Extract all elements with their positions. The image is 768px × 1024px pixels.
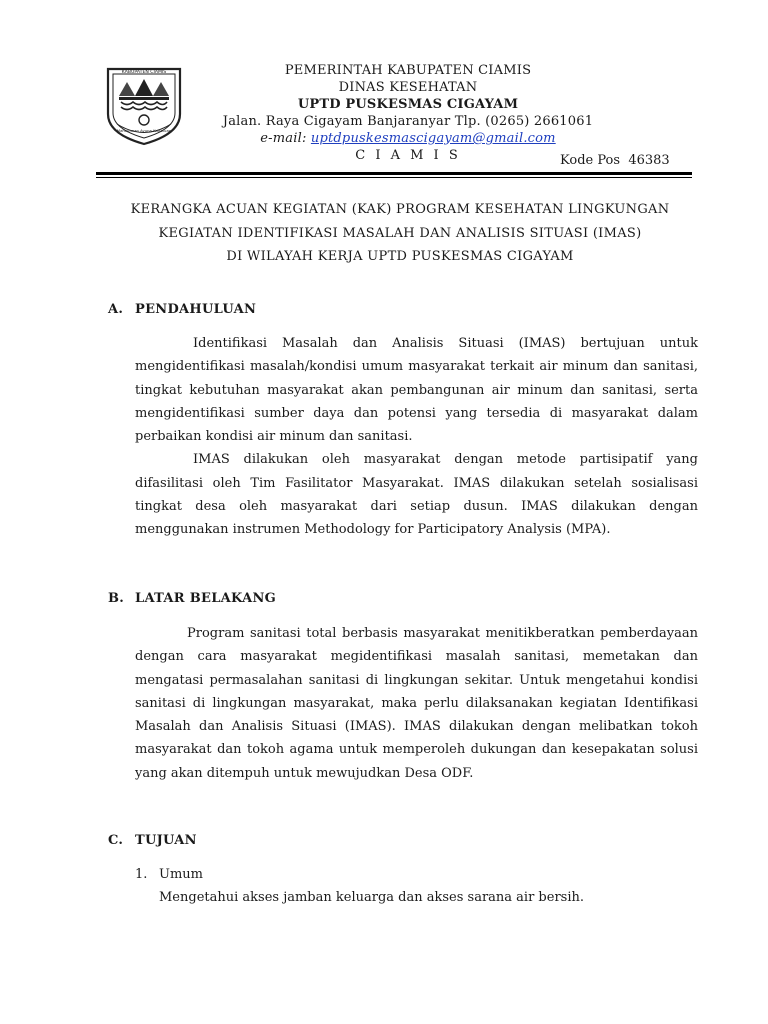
title-line-1: KERANGKA ACUAN KEGIATAN (KAK) PROGRAM KESEHATAN LINGKUNGAN: [130, 202, 670, 217]
goal-item-description: Mengetahui akses jamban keluarga dan akses sarana air bersih.: [159, 890, 584, 905]
postal-number: 46383: [628, 153, 670, 168]
section-b-paragraph-1: Program sanitasi total berbasis masyarakat menitikberatkan pemberdayaan dengan cara masyarakat megidentifikasi masalah sanitasi, memetakan dan mengatasi permasalahan sanitasi di lingkungan sekitar. Untuk mengetahui kondisi sanitasi di lingkungan masyarakat, maka perlu dilaksanakan kegiatan Identifikasi Masalah dan Analisis Situasi (IMAS). IMAS dilakukan dengan melibatkan tokoh masyarakat dan tokoh agama untuk memperoleh dukungan dan kesepakatan solusi yang akan ditempuh untuk mewujudkan Desa ODF.: [135, 626, 698, 781]
title-line-2: KEGIATAN IDENTIFIKASI MASALAH DAN ANALISIS SITUASI (IMAS): [158, 225, 642, 241]
section-a-title: PENDAHULUAN: [135, 302, 257, 317]
section-a-letter: A.: [108, 302, 124, 317]
ciamis-regency-logo: [105, 66, 183, 146]
section-a-heading: [108, 302, 256, 317]
document-title: [90, 198, 710, 269]
section-b-heading: [108, 591, 276, 606]
postal-code: [560, 153, 670, 168]
letterhead-address: Jalan. Raya Cigayam Banjaranyar Tlp. (0265) 2661061: [222, 114, 594, 129]
goal-item-number: 1.: [135, 867, 148, 882]
svg-text:KABUPATEN CIAMIS: KABUPATEN CIAMIS: [121, 70, 167, 75]
letterhead-city: C I A M I S: [355, 148, 461, 163]
email-link[interactable]: uptdpuskesmascigayam@gmail.com: [310, 131, 556, 146]
section-b-title: LATAR BELAKANG: [135, 591, 277, 606]
section-c-heading: [108, 833, 197, 848]
letterhead-government: PEMERINTAH KABUPATEN CIAMIS: [284, 63, 532, 78]
section-c-title: TUJUAN: [135, 833, 197, 848]
letterhead-rule-thick: [96, 172, 692, 175]
section-b-body: [135, 622, 698, 785]
section-a-paragraph-1: Identifikasi Masalah dan Analisis Situasi (IMAS) bertujuan untuk mengidentifikasi masalah/kondisi umum masyarakat terkait air minum dan sanitasi, tingkat kebutuhan masyarakat akan pembangunan air minum dan sanitasi, serta mengidentifikasi sumber daya dan potensi yang tersedia di masyarakat dalam perbaikan kondisi air minum dan sanitasi.: [135, 336, 698, 445]
letterhead-agency: DINAS KESEHATAN: [338, 80, 478, 95]
goal-item-label: Umum: [159, 867, 203, 882]
section-a-body: [135, 332, 698, 542]
svg-text:Mahayunan Ayuna Kadatuan: Mahayunan Ayuna Kadatuan: [116, 128, 172, 133]
section-c-letter: C.: [108, 833, 124, 848]
letterhead-rule-thin: [96, 177, 692, 178]
section-b-letter: B.: [108, 591, 125, 606]
title-line-3: DI WILAYAH KERJA UPTD PUSKESMAS CIGAYAM: [226, 249, 574, 264]
email-label: e-mail:: [260, 131, 307, 146]
goal-item: [135, 867, 203, 882]
letterhead: [190, 62, 626, 164]
postal-label: Kode Pos: [560, 153, 621, 168]
section-a-paragraph-2: IMAS dilakukan oleh masyarakat dengan metode partisipatif yang difasilitasi oleh Tim Fasilitator Masyarakat. IMAS dilakukan setelah sosialisasi tingkat desa oleh masyarakat dari setiap dusun. IMAS dilakukan dengan menggunakan instrumen Methodology for Participatory Analysis (MPA).: [135, 452, 698, 538]
letterhead-email-row: [190, 130, 626, 147]
letterhead-unit: UPTD PUSKESMAS CIGAYAM: [297, 97, 519, 112]
